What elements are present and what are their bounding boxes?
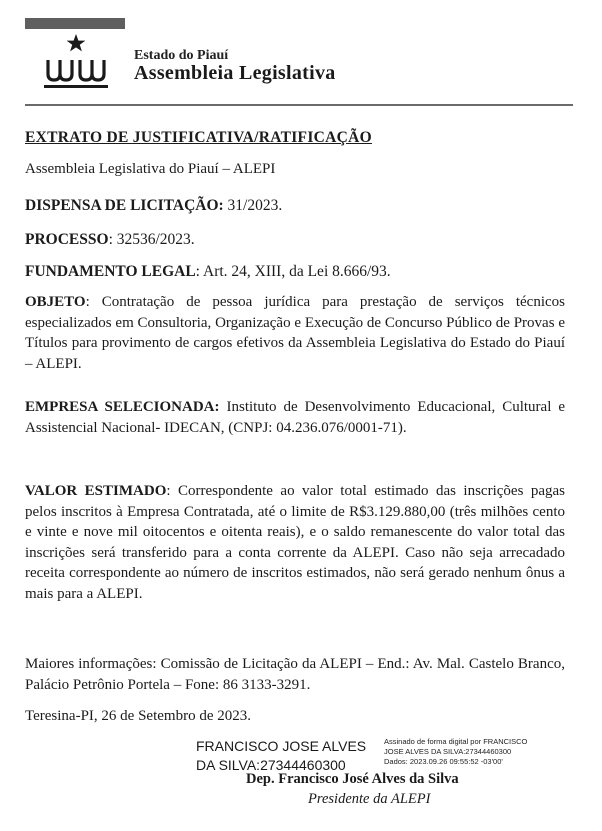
info-paragraph: Maiores informações: Comissão de Licitação da ALEPI – End.: Av. Mal. Castelo Branco, Palácio Petrônio Portela – Fone: 86 3133-3291. [25,656,565,693]
dispensa-label: DISPENSA DE LICITAÇÃO: [25,197,224,214]
assembly-name: Assembleia Legislativa [134,62,336,84]
state-name: Estado do Piauí [134,48,229,63]
digital-signature-details [384,737,574,767]
fundamento-value: : Art. 24, XIII, da Lei 8.666/93. [195,263,391,280]
digital-info-line2: JOSE ALVES DA SILVA:27344460300 [384,747,512,756]
digital-name-line1: FRANCISCO JOSE ALVES [196,738,367,754]
signer-role: Presidente da ALEPI [308,791,431,807]
digital-name-line2: DA SILVA:27344460300 [196,757,346,773]
fundamento-line [25,262,565,283]
place-date: Teresina-PI, 26 de Setembro de 2023. [25,708,251,724]
document-title: EXTRATO DE JUSTIFICATIVA/RATIFICAÇÃO [25,129,372,146]
assembly-logo-icon [36,32,116,92]
processo-line [25,230,565,251]
dispensa-line [25,196,565,217]
fundamento-label: FUNDAMENTO LEGAL [25,263,196,280]
objeto-label: OBJETO [25,294,86,310]
issuer-line: Assembleia Legislativa do Piauí – ALEPI [25,161,276,177]
empresa-paragraph [25,397,565,438]
signer-name: Dep. Francisco José Alves da Silva [246,771,459,787]
processo-label: PROCESSO [25,231,109,248]
objeto-value: : Contratação de pessoa jurídica para prestação de serviços técnicos especializados em Consultoria, Organização e Execução de Concurso Público de Provas e Títulos para provimento de cargos efetivos da Assembleia Legislativa do Estado do Piauí – ALEPI. [25,294,565,372]
header-bar [25,18,125,29]
empresa-value: Instituto de Desenvolvimento Educacional, Cultural e Assistencial Nacional- IDECAN, (CNPJ: 04.236.076/0001-71). [25,399,566,436]
digital-signature-name [196,737,381,775]
valor-paragraph [25,481,565,604]
dispensa-value: 31/2023. [223,197,283,214]
digital-info-line3: Dados: 2023.09.26 09:55:52 -03'00' [384,757,503,766]
valor-label: VALOR ESTIMADO [25,483,167,499]
objeto-paragraph [25,292,565,374]
valor-value: : Correspondente ao valor total estimado das inscrições pagas pelos inscritos à Empresa Contratada, até o limite de R$3.129.880,00 (três milhões cento e vinte e nove mil oitocentos e oitenta reais), e o saldo remanescente do valor total das inscrições será transferido para a conta corrente da ALEPI. Caso não seja arrecadado receita correspondente ao número de inscritos estimados, não será gerado nenhum ônus a mais para a ALEPI. [25,483,566,602]
processo-value: : 32536/2023. [108,231,195,248]
digital-info-line1: Assinado de forma digital por FRANCISCO [384,737,528,746]
empresa-label: EMPRESA SELECIONADA: [25,399,220,415]
header-divider [25,104,573,106]
